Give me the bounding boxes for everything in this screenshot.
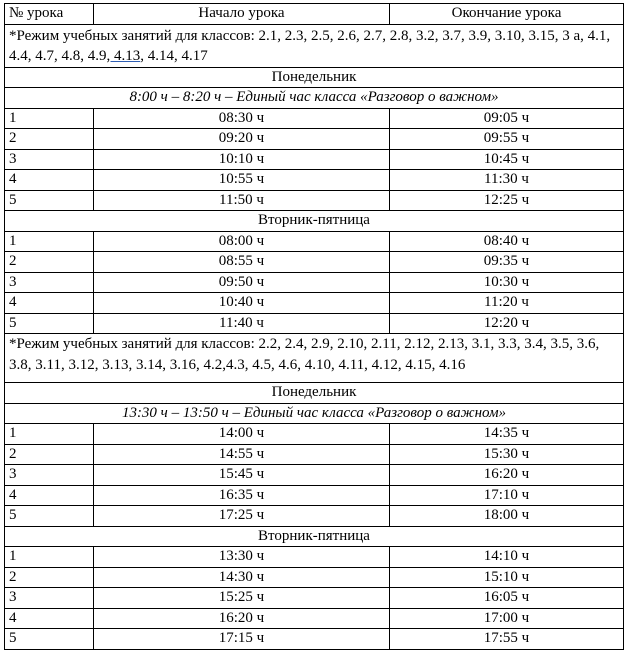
lesson-start-time: 08:00 ч	[94, 231, 390, 252]
lesson-number: 5	[5, 506, 94, 527]
lesson-row	[5, 170, 624, 191]
lesson-row	[5, 506, 624, 527]
group1-note-tail: , 4.14, 4.17	[140, 47, 208, 64]
lesson-row	[5, 424, 624, 445]
lesson-number: 2	[5, 444, 94, 465]
lesson-end-time: 11:30 ч	[390, 170, 624, 191]
group1-note	[5, 24, 624, 67]
header-lesson-end: Окончание урока	[390, 4, 624, 25]
lesson-number: 1	[5, 108, 94, 129]
group1-class-hour-row	[5, 88, 624, 109]
lesson-row	[5, 629, 624, 650]
group1-tuefri-label: Вторник-пятница	[5, 211, 624, 232]
lesson-row	[5, 608, 624, 629]
lesson-row	[5, 129, 624, 150]
group2-monday-label: Понедельник	[5, 383, 624, 404]
lesson-row	[5, 485, 624, 506]
lesson-end-time: 17:55 ч	[390, 629, 624, 650]
lesson-end-time: 17:10 ч	[390, 485, 624, 506]
lesson-start-time: 15:25 ч	[94, 588, 390, 609]
lesson-start-time: 16:35 ч	[94, 485, 390, 506]
lesson-row	[5, 231, 624, 252]
lesson-end-time: 16:20 ч	[390, 465, 624, 486]
group1-note-text: *Режим учебных занятий для классов: 2.1, 2.3, 2.5, 2.6, 2.7, 2.8, 3.2, 3.7, 3.9, 3.10, 3.15, 3 а, 4.1, 4.4, 4.7, 4.8, 4.9	[9, 27, 611, 64]
lesson-number: 4	[5, 170, 94, 191]
group2-monday-label-row	[5, 383, 624, 404]
lesson-start-time: 10:55 ч	[94, 170, 390, 191]
lesson-end-time: 10:30 ч	[390, 272, 624, 293]
lesson-row	[5, 313, 624, 334]
lesson-number: 1	[5, 231, 94, 252]
lesson-number: 1	[5, 424, 94, 445]
group1-note-row	[5, 24, 624, 67]
lesson-start-time: 14:30 ч	[94, 567, 390, 588]
lesson-end-time: 08:40 ч	[390, 231, 624, 252]
lesson-number: 2	[5, 252, 94, 273]
lesson-end-time: 12:25 ч	[390, 190, 624, 211]
lesson-end-time: 14:10 ч	[390, 547, 624, 568]
lesson-start-time: 14:00 ч	[94, 424, 390, 445]
lesson-number: 2	[5, 129, 94, 150]
group2-tuefri-label-row	[5, 526, 624, 547]
lesson-end-time: 18:00 ч	[390, 506, 624, 527]
lesson-end-time: 14:35 ч	[390, 424, 624, 445]
group1-tuefri-label-row	[5, 211, 624, 232]
lesson-end-time: 11:20 ч	[390, 293, 624, 314]
lesson-start-time: 09:20 ч	[94, 129, 390, 150]
lesson-start-time: 15:45 ч	[94, 465, 390, 486]
lesson-end-time: 16:05 ч	[390, 588, 624, 609]
lesson-start-time: 10:40 ч	[94, 293, 390, 314]
group2-tuefri-label: Вторник-пятница	[5, 526, 624, 547]
schedule-table	[4, 3, 624, 650]
lesson-number: 5	[5, 629, 94, 650]
lesson-end-time: 15:30 ч	[390, 444, 624, 465]
lesson-row	[5, 149, 624, 170]
lesson-end-time: 09:35 ч	[390, 252, 624, 273]
lesson-number: 3	[5, 149, 94, 170]
lesson-start-time: 11:40 ч	[94, 313, 390, 334]
lesson-end-time: 12:20 ч	[390, 313, 624, 334]
lesson-number: 3	[5, 588, 94, 609]
group1-class-hour: 8:00 ч – 8:20 ч – Единый час класса «Разговор о важном»	[5, 88, 624, 109]
lesson-row	[5, 293, 624, 314]
lesson-start-time: 08:30 ч	[94, 108, 390, 129]
lesson-end-time: 17:00 ч	[390, 608, 624, 629]
lesson-end-time: 09:05 ч	[390, 108, 624, 129]
lesson-row	[5, 190, 624, 211]
lesson-number: 2	[5, 567, 94, 588]
lesson-number: 5	[5, 190, 94, 211]
lesson-number: 3	[5, 465, 94, 486]
lesson-row	[5, 588, 624, 609]
lesson-row	[5, 272, 624, 293]
lesson-start-time: 17:15 ч	[94, 629, 390, 650]
lesson-row	[5, 567, 624, 588]
lesson-row	[5, 465, 624, 486]
group1-monday-label: Понедельник	[5, 67, 624, 88]
lesson-number: 4	[5, 293, 94, 314]
lesson-row	[5, 108, 624, 129]
lesson-row	[5, 547, 624, 568]
lesson-start-time: 14:55 ч	[94, 444, 390, 465]
lesson-start-time: 10:10 ч	[94, 149, 390, 170]
lesson-end-time: 15:10 ч	[390, 567, 624, 588]
lesson-start-time: 17:25 ч	[94, 506, 390, 527]
header-lesson-number: № урока	[5, 4, 94, 25]
group2-class-hour-row	[5, 403, 624, 424]
lesson-end-time: 10:45 ч	[390, 149, 624, 170]
lesson-start-time: 16:20 ч	[94, 608, 390, 629]
group1-note-underlined: , 4.13	[106, 47, 141, 64]
lesson-number: 3	[5, 272, 94, 293]
lesson-row	[5, 252, 624, 273]
group2-note-row	[5, 334, 624, 383]
lesson-end-time: 09:55 ч	[390, 129, 624, 150]
lesson-start-time: 11:50 ч	[94, 190, 390, 211]
header-row	[5, 4, 624, 25]
group1-monday-label-row	[5, 67, 624, 88]
group2-note: *Режим учебных занятий для классов: 2.2, 2.4, 2.9, 2.10, 2.11, 2.12, 2.13, 3.1, 3.3, 3.4, 3.5, 3.6, 3.8, 3.11, 3.12, 3.13, 3.14, 3.16, 4.2,4.3, 4.5, 4.6, 4.10, 4.11, 4.12, 4.15, 4.16	[5, 334, 624, 383]
lesson-number: 4	[5, 608, 94, 629]
lesson-start-time: 09:50 ч	[94, 272, 390, 293]
lesson-number: 1	[5, 547, 94, 568]
lesson-start-time: 13:30 ч	[94, 547, 390, 568]
lesson-start-time: 08:55 ч	[94, 252, 390, 273]
schedule-body	[5, 4, 624, 650]
header-lesson-start: Начало урока	[94, 4, 390, 25]
group2-class-hour: 13:30 ч – 13:50 ч – Единый час класса «Разговор о важном»	[5, 403, 624, 424]
lesson-number: 5	[5, 313, 94, 334]
lesson-number: 4	[5, 485, 94, 506]
lesson-row	[5, 444, 624, 465]
